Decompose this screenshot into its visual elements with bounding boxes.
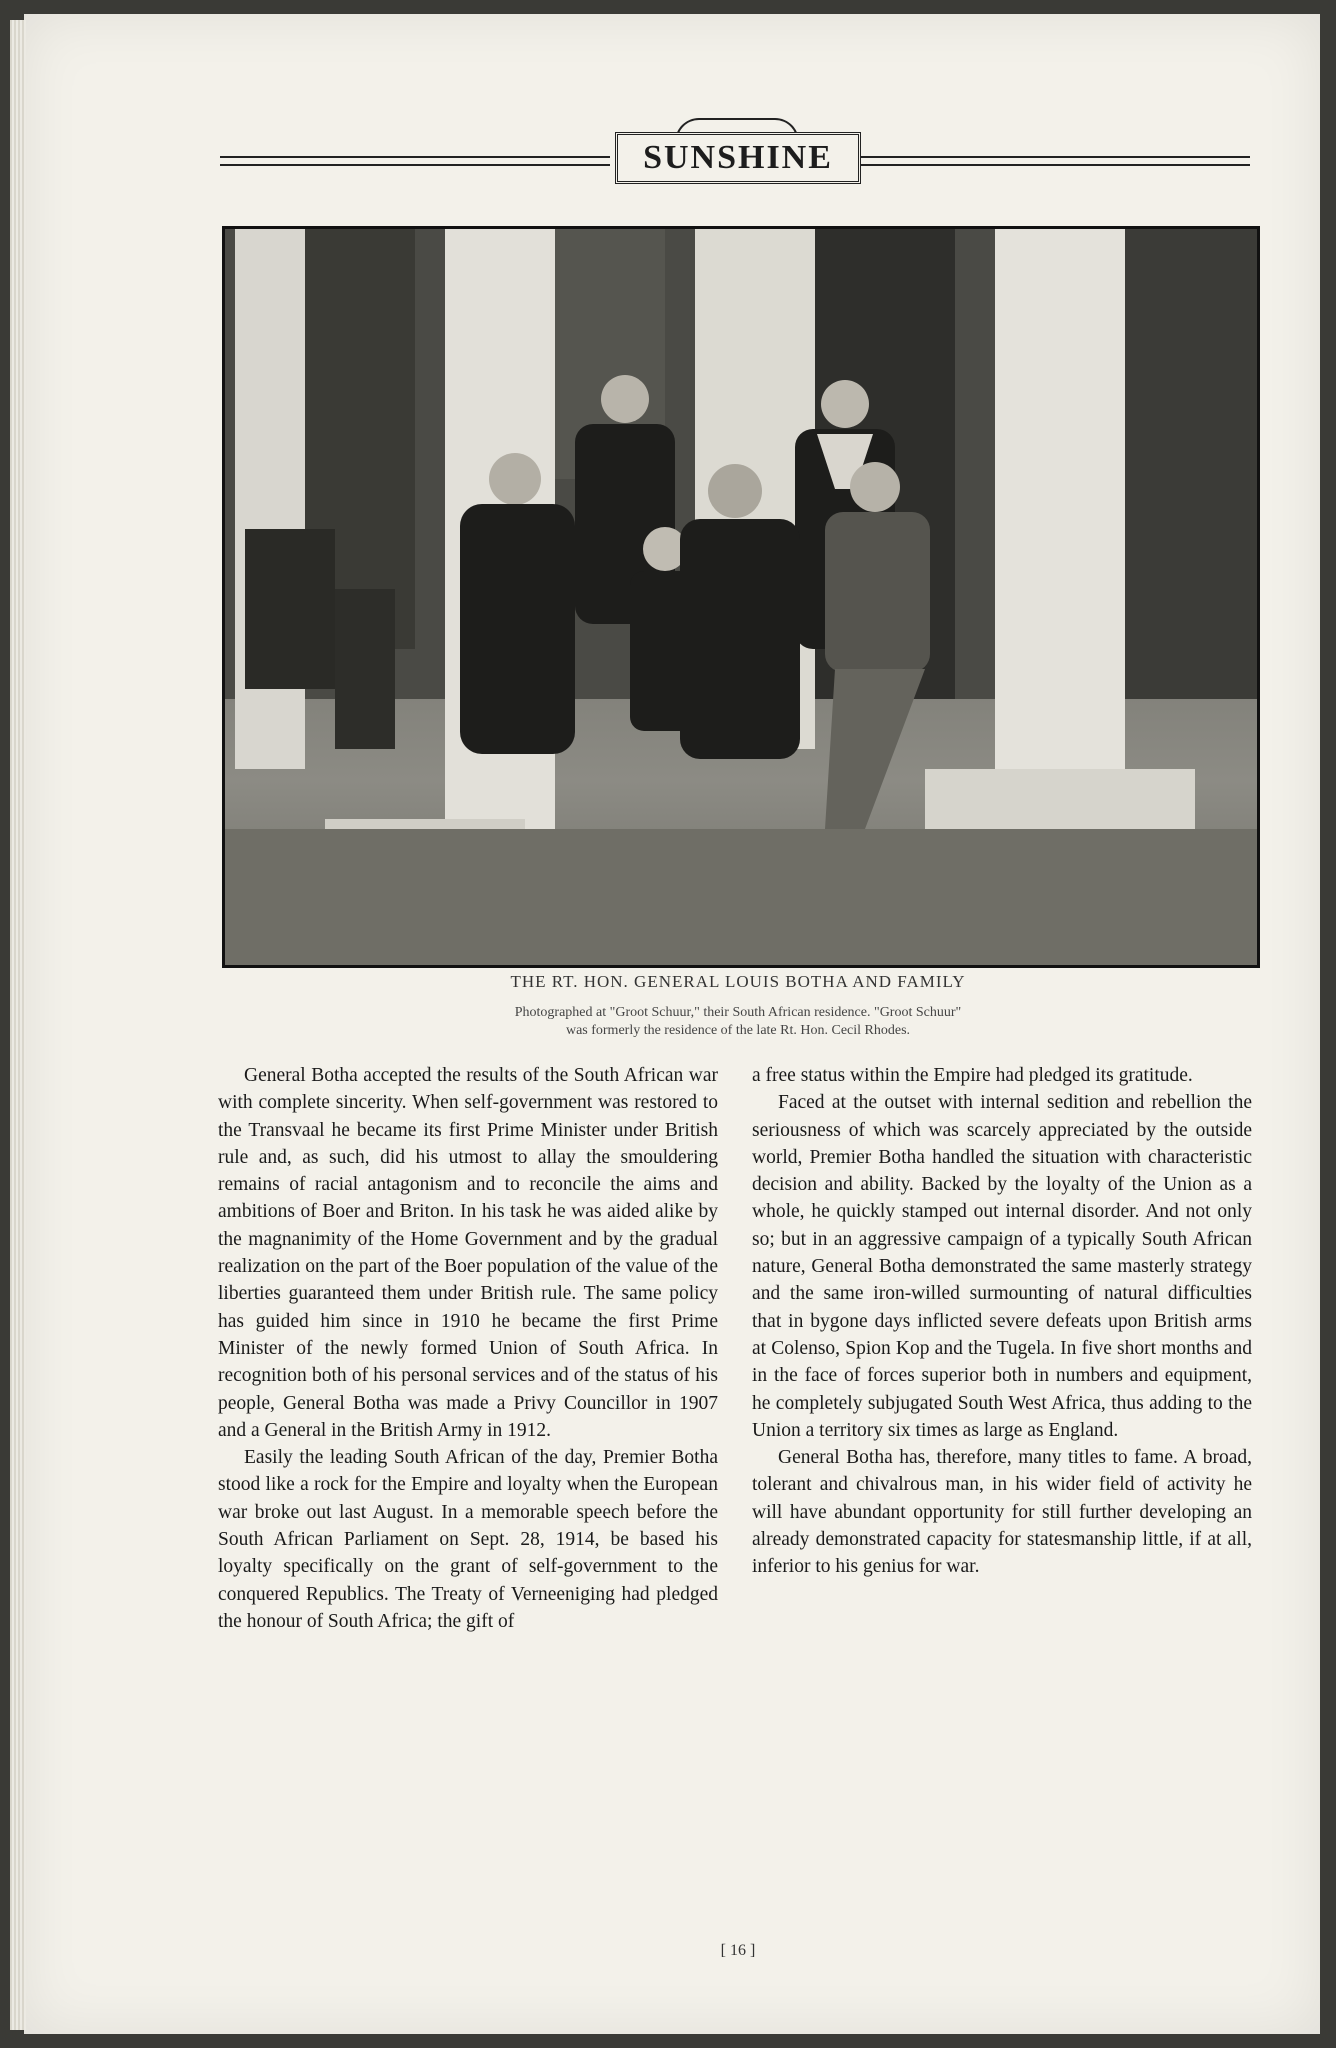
family-photograph: [222, 226, 1260, 968]
paragraph: Faced at the outset with internal sedition and rebellion the seriousness of which was scarcely appreciated by the outside world, Premier Botha handled the situation with characteristic decision and ability. Backed by the loyalty of the Union as a whole, he quickly stamped out internal disorder. And not only so; but in an aggressive campaign of a typically South African nature, General Botha demonstrated the same masterly strategy and the same iron-willed surmounting of natural difficulties that in bygone days inflicted severe defeats upon British arms at Colenso, Spion Kop and the Tugela. In five short months and in the face of forces superior both in numbers and equipment, he completely subjugated South West Africa, thus adding to the Union a territory six times as large as England.: [752, 1092, 1252, 1441]
masthead-title: SUNSHINE: [643, 139, 833, 176]
masthead-rule-right: [860, 156, 1250, 166]
page-edge: [10, 20, 26, 2030]
paragraph: General Botha has, therefore, many titles to fame. A broad, tolerant and chivalrous man, in his wider field of activity he will have abundant opportunity for still further developing an already demonstrated capacity for statesmanship little, if at all, inferior to his genius for war.: [752, 1447, 1252, 1578]
paragraph: Easily the leading South African of the day, Premier Botha stood like a rock for the Empire and loyalty when the European war broke out last August. In a memorable speech before the South African Parliament on Sept. 28, 1914, be based his loyalty specifically on the grant of self-government to the conquered Republics. The Treaty of Verneeniging had pledged the honour of South Africa; the gift of: [218, 1447, 718, 1632]
masthead-rule-left: [220, 156, 610, 166]
photo-caption-line: was formerly the residence of the late Rt. Hon. Cecil Rhodes.: [565, 1023, 911, 1038]
photograph-illustration: [225, 229, 1257, 965]
masthead-plate: [615, 132, 861, 184]
paragraph: General Botha accepted the results of the South African war with complete sincerity. When self-government was restored to the Transvaal he became its first Prime Minister under British rule and, as such, did his utmost to allay the smouldering remains of racial antagonism and to reconcile the aims and ambitions of Boer and Briton. In his task he was aided alike by the magnanimity of the Home Government and by the gradual realization on the part of the Boer population of the value of the liberties guaranteed them under British rule. The same policy has guided him since in 1910 he became the first Prime Minister of the newly formed Union of South Africa. In recognition both of his personal services and of the status of his people, General Botha was made a Privy Councillor in 1907 and a General in the British Army in 1912.: [218, 1065, 718, 1441]
photo-caption-text: [222, 1004, 1254, 1040]
page-number: [ 16 ]: [720, 1942, 756, 1959]
paragraph: a free status within the Empire had pledged its gratitude.: [752, 1065, 1193, 1086]
left-column: [218, 1062, 718, 1635]
photo-caption-title: THE RT. HON. GENERAL LOUIS BOTHA AND FAMILY: [510, 972, 966, 991]
photo-caption-line: Photographed at "Groot Schuur," their South African residence. "Groot Schuur": [514, 1005, 962, 1020]
masthead: [220, 118, 1250, 188]
right-column: [752, 1062, 1252, 1581]
